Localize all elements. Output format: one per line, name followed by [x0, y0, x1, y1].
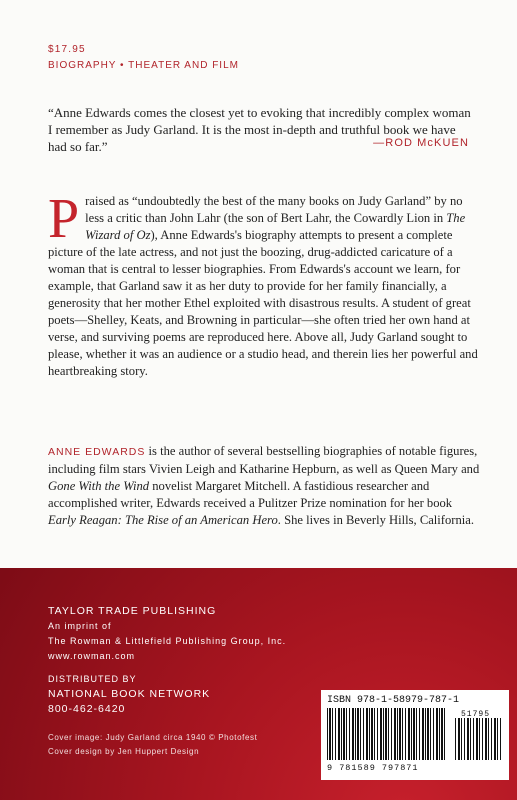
imprint-line-2: The Rowman & Littlefield Publishing Group, Inc. [48, 636, 287, 646]
description-title-1: The Wizard of Oz [85, 211, 466, 242]
publisher-website: www.rowman.com [48, 651, 136, 661]
bio-title-2: Early Reagan: The Rise of an American Hero [48, 513, 278, 527]
price: $17.95 [48, 44, 86, 55]
bio-text-2: novelist Margaret Mitchell. A fastidious researcher and accomplished writer, Edwards received a Pulitzer Prize nomination for her book [48, 479, 453, 510]
blurb-quote: “Anne Edwards comes the closest yet to evoking that incredibly complex woman I remember as Judy Garland. It is the most in-depth and truthful book we have had so far.” [48, 105, 471, 154]
price-addon-number: 51795 [461, 710, 491, 719]
bio-text-1: is the author of several bestselling biographies of notable figures, including film stars Vivien Leigh and Katharine Hepburn, as well as Queen Mary and [48, 444, 480, 476]
author-name: ANNE EDWARDS [48, 446, 146, 458]
distribution-label: DISTRIBUTED BY [48, 674, 137, 684]
distribution-block [48, 672, 210, 717]
categories: BIOGRAPHY • THEATER AND FILM [48, 60, 239, 71]
cover-image-credit: Cover image: Judy Garland circa 1940 © Photofest [48, 733, 258, 742]
bio-title-1: Gone With the Wind [48, 479, 150, 493]
description-text-2: ), Anne Edwards's biography attempts to present a complete picture of the late actress, and not just the boozing, drug-addicted caricature of a woman that is central to lesser biographies. From Edwards's account we learn, for example, that Garland saw it as her duty to provide for her family financially, a generosity that her mother Ethel exploited with disastrous results. A student of great poets—Shelley, Keats, and Browning in particular—she often tried her own hand at verse, and surviving poems are reproduced here. Above all, Judy Garland sought to please, whether it was an audience or a studio head, and therein lies her powerful and heartbreaking story. [48, 228, 478, 378]
distributor-phone: 800-462-6420 [48, 703, 126, 715]
book-description [48, 188, 480, 380]
bio-text-3: . She lives in Beverly Hills, California. [277, 513, 475, 527]
ean-barcode-bars [327, 708, 445, 760]
drop-cap: P [48, 188, 80, 250]
price-addon-bars [455, 718, 503, 760]
blurb-attribution: —ROD McKUEN [373, 137, 469, 149]
publisher-name: TAYLOR TRADE PUBLISHING [48, 605, 217, 617]
credits-block [48, 731, 257, 759]
publisher-block [48, 604, 286, 664]
cover-design-credit: Cover design by Jen Huppert Design [48, 747, 200, 756]
ean-number: 9 781589 797871 [327, 763, 419, 773]
barcode [327, 708, 503, 760]
barcode-box [321, 690, 509, 780]
imprint-line-1: An imprint of [48, 621, 112, 631]
isbn-text: ISBN 978-1-58979-787-1 [327, 695, 460, 706]
distributor-name: NATIONAL BOOK NETWORK [48, 688, 211, 700]
author-bio [48, 443, 480, 529]
description-text-1: raised as “undoubtedly the best of the many books on Judy Garland” by no less a critic than John Lahr (the son of Bert Lahr, the Cowardly Lion in [85, 194, 463, 225]
